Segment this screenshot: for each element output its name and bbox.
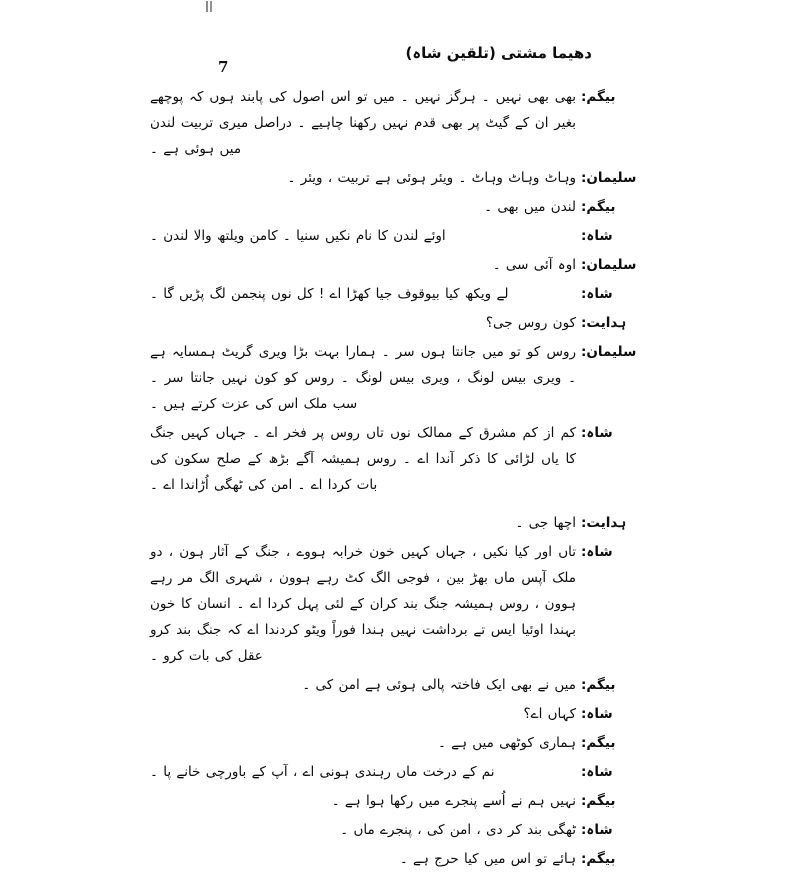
dialogue-line (150, 672, 650, 698)
speech-text: بھی بھی نہیں ۔ ہرگز نہیں ۔ میں تو اس اصول کی پابند ہوں کہ پوچھے بغیر ان کے گیٹ پر بھی قدم نہیں رکھنا چاہیے ۔ دراصل میری تربیت لندن میں ہوئی ہے ۔ (150, 89, 576, 157)
dialogue-line (150, 701, 650, 727)
dialogue-line (150, 84, 650, 162)
speech-text: میں نے بھی ایک فاختہ پالی ہوئی ہے امن کی ۔ (302, 677, 576, 693)
speaker-label: ہدایت : (576, 510, 650, 536)
dialogue-line (150, 846, 650, 872)
dialogue-line (150, 223, 650, 249)
speaker-label: بیگم : (576, 84, 650, 110)
dialogue-line (150, 510, 650, 536)
dialogue-line (150, 817, 650, 843)
dialogue-line (150, 539, 650, 669)
speaker-label: بیگم : (576, 672, 650, 698)
speech-text: کم از کم مشرق کے ممالک نوں تاں روس پر فخر اے ۔ جہاں کہیں جنگ کا یاں لڑائی کا ذکر آندا اے ۔ روس ہمیشہ آگے بڑھ کے صلح سکون کی بات کردا اے ۔ امن کی ٹھگی اُڑاندا اے ۔ (150, 425, 576, 493)
speech-text: اوئے لندن کا نام نکیں سنیا ۔ کامن ویلتھ والا لندن ۔ (150, 228, 446, 244)
speaker-label: شاہ : (576, 223, 650, 249)
speech-text: ہائے تو اس میں کیا حرج ہے ۔ (399, 851, 576, 867)
running-head: دھیما مشتی (تلقین شاہ) (405, 44, 592, 62)
speaker-label: بیگم : (576, 788, 650, 814)
speech-text: نم کے درخت ماں رہندی ہونی اے ، آپ کے باورچی خانے پا ۔ (150, 764, 495, 780)
speaker-label: بیگم : (576, 846, 650, 872)
speaker-label: سلیمان : (576, 252, 650, 278)
speaker-label: شاہ : (576, 817, 650, 843)
speaker-label: شاہ : (576, 759, 650, 785)
speech-text: وہاٹ وہاٹ وہاٹ ۔ ویئر ہوئی ہے تربیت ، ویئر ۔ (287, 170, 576, 186)
speaker-label: ہدایت : (576, 310, 650, 336)
speaker-label: بیگم : (576, 730, 650, 756)
speech-text: لے ویکھ کیا بیوقوف جیا کھڑا اے ! کل نوں پنجمن لگ پڑیں گا ۔ (150, 286, 509, 302)
speaker-label: شاہ : (576, 420, 650, 446)
dialogue-line (150, 420, 650, 498)
speech-text: اچھا جی ۔ (515, 515, 576, 531)
speaker-label: سلیمان : (576, 339, 650, 365)
dialogue-line (150, 281, 650, 307)
speech-text: تاں اور کیا نکیں ، جہاں کہیں خون خرابہ ہووے ، جنگ کے آثار ہون ، دو ملک آپس ماں بھڑ بین ، فوجی الگ کٹ رہے ہوون ، شہری الگ مر رہے ہوون ، روس ہمیشہ جنگ بند کران کے لئی پہل کردا اے ۔ انسان کا خون بہندا اوئیا ایس تے برداشت نہیں ہندا فوراً ویٹو کردندا اے کہ جنگ بند کرو عقل کی بات کرو ۔ (150, 544, 576, 664)
speech-text: ٹھگی بند کر دی ، امن کی ، پنجرے ماں ۔ (340, 822, 576, 838)
speaker-label: شاہ : (576, 539, 650, 565)
script-body (150, 84, 650, 875)
dialogue-line (150, 165, 650, 191)
dialogue-line (150, 339, 650, 417)
speaker-label: شاہ : (576, 281, 650, 307)
dialogue-line (150, 730, 650, 756)
page-number: 7 (218, 58, 229, 76)
dialogue-line (150, 310, 650, 336)
speaker-label: بیگم : (576, 194, 650, 220)
speech-text: کہاں اے؟ (523, 706, 576, 722)
speech-text: نہیں ہم نے اُسے پنجرے میں رکھا ہوا ہے ۔ (331, 793, 576, 809)
speech-text: لندن میں بھی ۔ (484, 199, 576, 215)
dialogue-line (150, 252, 650, 278)
speaker-label: شاہ : (576, 701, 650, 727)
speech-text: کون روس جی؟ (485, 315, 576, 331)
dialogue-line (150, 788, 650, 814)
dialogue-line (150, 759, 650, 785)
speech-text: روس کو تو میں جانتا ہوں سر ۔ ہمارا بہت بڑا ویری گریٹ ہمسایہ ہے ۔ ویری بیس لونگ ، ویری بیس لونگ ۔ روس کو کون نہیں جانتا سر ۔ سب ملک اس کی عزت کرتے ہیں ۔ (150, 344, 576, 412)
speech-text: اوہ آئی سی ۔ (492, 257, 576, 273)
scan-artifact-speck (206, 1, 215, 12)
speaker-label: سلیمان : (576, 165, 650, 191)
dialogue-line (150, 194, 650, 220)
speech-text: ہماری کوٹھی میں ہے ۔ (437, 735, 576, 751)
